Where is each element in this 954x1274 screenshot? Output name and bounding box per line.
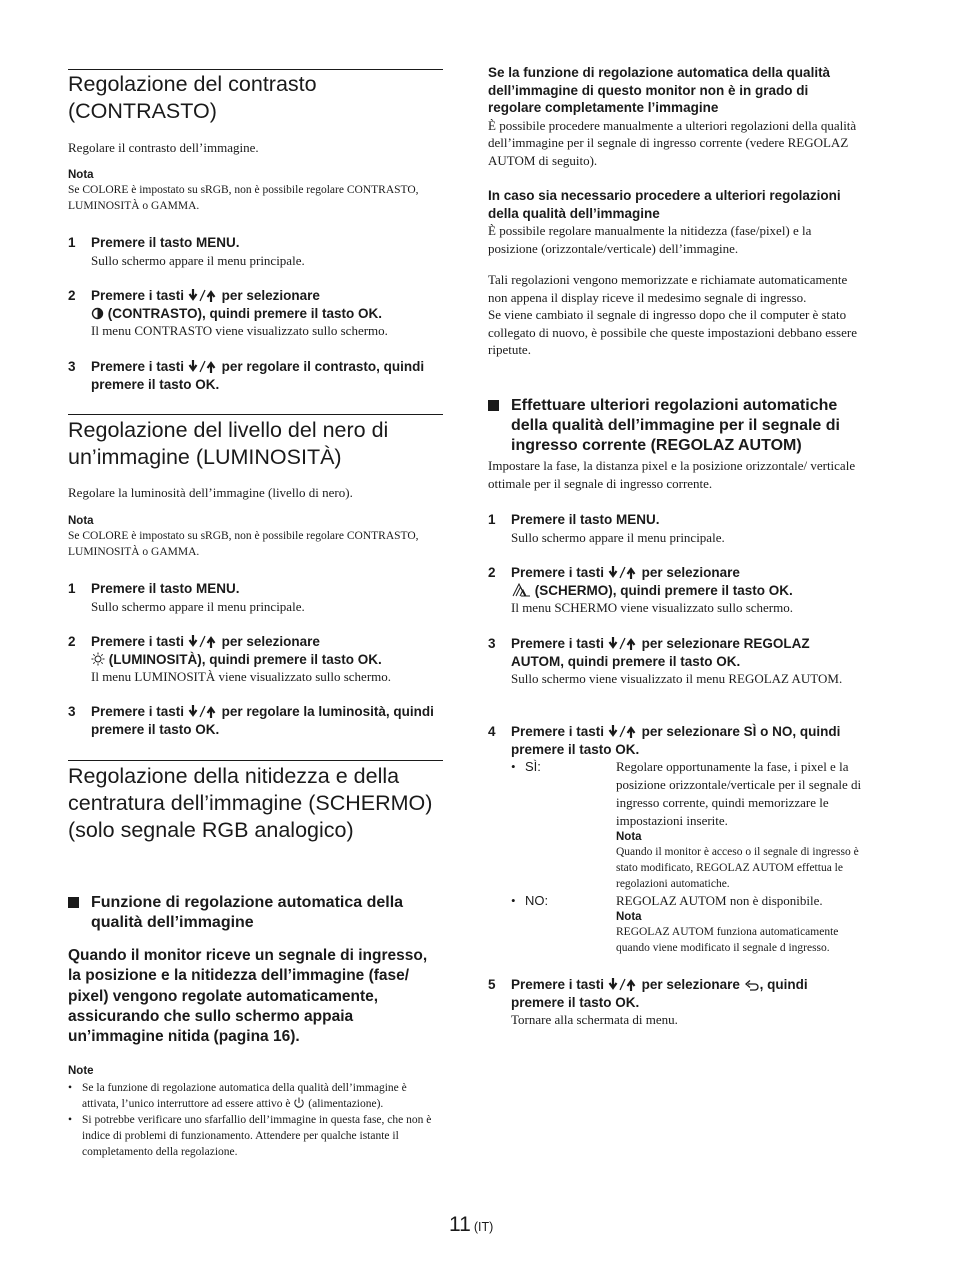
step-number: 1 bbox=[488, 512, 496, 527]
step-result: Sullo schermo appare il menu principale. bbox=[91, 598, 305, 614]
note-text: Si potrebbe verificare uno sfarfallio dell’immagine in questa fase, che non è indice di problemi di funzionamento. Attendere per qualche istante il completamento della regolazione. bbox=[82, 1114, 432, 1158]
nota-block bbox=[68, 168, 443, 214]
step-instruction: per regolare il contrasto, quindi premere il tasto OK. bbox=[91, 359, 425, 392]
section-title: Regolazione della nitidezza e della centratura dell’immagine (SCHERMO) bbox=[68, 764, 433, 816]
down-up-arrows-icon bbox=[188, 289, 218, 302]
paragraph-text: Tali regolazioni vengono memorizzate e richiamate automaticamente non appena il display riceve il medesimo segnale di ingresso. bbox=[488, 272, 848, 305]
step-number: 4 bbox=[488, 724, 496, 739]
note-text: (alimentazione). bbox=[308, 1098, 384, 1110]
step-instruction: per selezionare bbox=[641, 977, 740, 992]
step-number: 2 bbox=[68, 288, 76, 303]
step-instruction: Premere il tasto MENU. bbox=[511, 512, 660, 527]
square-bullet-icon bbox=[68, 897, 79, 908]
section-rule bbox=[68, 760, 443, 761]
contrast-icon bbox=[91, 307, 104, 320]
down-up-arrows-icon bbox=[188, 635, 218, 648]
paragraph-block bbox=[488, 187, 863, 257]
nota-label: Nota bbox=[68, 169, 94, 181]
paragraph-block bbox=[488, 271, 863, 359]
paragraph-heading: In caso sia necessario procedere a ulteriori regolazioni della qualità dell’immagine bbox=[488, 188, 841, 221]
step-3 bbox=[488, 635, 863, 688]
sub-heading bbox=[68, 893, 443, 933]
step-instruction: Premere i tasti bbox=[91, 704, 185, 719]
nota-label: Nota bbox=[68, 515, 94, 527]
power-icon bbox=[293, 1097, 305, 1109]
step-2 bbox=[68, 633, 443, 686]
intro-text: Impostare la fase, la distanza pixel e la posizione orizzontale/ verticale ottimale per il segnale di ingresso corrente. bbox=[488, 458, 856, 491]
step-1 bbox=[68, 580, 443, 616]
step-number: 1 bbox=[68, 581, 76, 596]
note-block bbox=[68, 1064, 443, 1160]
option-si bbox=[511, 758, 863, 892]
step-result: Sullo schermo viene visualizzato il menu REGOLAZ AUTOM. bbox=[511, 671, 843, 687]
step-instruction: Premere i tasti bbox=[91, 359, 185, 374]
option-text: REGOLAZ AUTOM non è disponibile. bbox=[616, 893, 823, 909]
step-instruction: Premere i tasti bbox=[91, 288, 185, 303]
section-title-schermo bbox=[68, 763, 448, 845]
step-instruction: Premere il tasto MENU. bbox=[91, 581, 240, 596]
step-result: Il menu LUMINOSITÀ viene visualizzato sullo schermo. bbox=[91, 669, 392, 685]
nota-label: Nota bbox=[616, 911, 642, 924]
down-up-arrows-icon bbox=[608, 637, 638, 650]
language-code: (IT) bbox=[473, 1220, 494, 1234]
note-text: Se la funzione di regolazione automatica della qualità dell’immagine è attivata, l’unico interruttore ad essere attivo è bbox=[82, 1082, 407, 1110]
paragraph-text: È possibile procedere manualmente a ulteriori regolazioni della qualità dell’immagine per il segnale di ingresso corrente (vedere REGOLAZ AUTOM di seguito). bbox=[488, 117, 857, 168]
step-instruction: Premere i tasti bbox=[511, 636, 605, 651]
step-instruction: , quindi premere il tasto OK. bbox=[511, 977, 808, 1010]
intro-text: Regolare la luminosità dell’immagine (livello di nero). bbox=[68, 485, 353, 500]
step-number: 3 bbox=[488, 636, 496, 651]
sub-heading-text: Funzione di regolazione automatica della qualità dell’immagine bbox=[91, 894, 404, 931]
down-up-arrows-icon bbox=[608, 566, 638, 579]
nota-text: Quando il monitor è acceso o il segnale di ingresso è stato modificato, REGOLAZ AUTOM effettua le regolazioni automatiche. bbox=[616, 846, 859, 891]
nota-text: Se COLORE è impostato su sRGB, non è possibile regolare CONTRASTO, LUMINOSITÀ o GAMMA. bbox=[68, 530, 419, 558]
step-4 bbox=[488, 723, 863, 956]
step-instruction: per selezionare bbox=[641, 565, 740, 580]
step-result: Il menu CONTRASTO viene visualizzato sullo schermo. bbox=[91, 323, 388, 339]
step-result: Il menu SCHERMO viene visualizzato sullo schermo. bbox=[511, 600, 793, 616]
step-instruction: (LUMINOSITÀ), quindi premere il tasto OK. bbox=[108, 651, 382, 667]
step-number: 1 bbox=[68, 235, 76, 250]
section-title-luminosita: Regolazione del livello del nero di un’immagine (LUMINOSITÀ) bbox=[68, 418, 389, 469]
note-item bbox=[68, 1112, 443, 1160]
step-number: 3 bbox=[68, 704, 76, 719]
step-instruction: (CONTRASTO), quindi premere il tasto OK. bbox=[107, 305, 383, 321]
step-instruction: per selezionare bbox=[221, 288, 320, 303]
step-instruction: Premere i tasti bbox=[511, 724, 605, 739]
step-3 bbox=[68, 703, 443, 738]
step-number: 2 bbox=[488, 565, 496, 580]
brightness-sun-icon bbox=[91, 652, 105, 666]
step-instruction: per regolare la luminosità, quindi premere il tasto OK. bbox=[91, 704, 434, 737]
step-3 bbox=[68, 358, 443, 393]
step-number: 5 bbox=[488, 977, 496, 992]
down-up-arrows-icon bbox=[188, 360, 218, 373]
section-rule bbox=[68, 414, 443, 415]
step-2 bbox=[488, 564, 863, 617]
note-item bbox=[68, 1080, 443, 1112]
section-rule bbox=[68, 69, 443, 70]
step-instruction: per selezionare SÌ o NO, quindi premere il tasto OK. bbox=[511, 724, 841, 757]
step-1 bbox=[68, 234, 443, 270]
option-text: Regolare opportunamente la fase, i pixel e la posizione orizzontale/verticale per il segnale di ingresso corrente, quindi memorizzare le impostazioni inserite. bbox=[616, 759, 862, 829]
option-no bbox=[511, 892, 863, 956]
nota-text: REGOLAZ AUTOM funziona automaticamente quando viene modificato il segnale d ingresso. bbox=[616, 926, 839, 955]
option-key: • SÌ: bbox=[525, 759, 541, 775]
nota-text: Se COLORE è impostato su sRGB, non è possibile regolare CONTRASTO, LUMINOSITÀ o GAMMA. bbox=[68, 184, 419, 212]
step-instruction: per selezionare bbox=[221, 634, 320, 649]
down-up-arrows-icon bbox=[608, 725, 638, 738]
step-instruction: per selezionare REGOLAZ AUTOM, quindi premere il tasto OK. bbox=[511, 636, 810, 669]
step-result: Sullo schermo appare il menu principale. bbox=[511, 529, 725, 545]
option-key: • NO: bbox=[525, 893, 549, 909]
step-1 bbox=[488, 511, 863, 547]
step-5 bbox=[488, 976, 863, 1029]
paragraph-text: È possibile regolare manualmente la nitidezza (fase/pixel) e la posizione (orizzontale/verticale) dell’immagine. bbox=[488, 223, 812, 256]
step-instruction: Premere il tasto MENU. bbox=[91, 235, 240, 250]
section-subtitle: (solo segnale RGB analogico) bbox=[68, 818, 354, 843]
step-instruction: Premere i tasti bbox=[511, 977, 605, 992]
intro-text: Regolare il contrasto dell’immagine. bbox=[68, 140, 259, 155]
square-bullet-icon bbox=[488, 400, 499, 411]
step-result: Sullo schermo appare il menu principale. bbox=[91, 252, 305, 268]
step-instruction: (SCHERMO), quindi premere il tasto OK. bbox=[534, 582, 793, 598]
nota-block bbox=[68, 514, 443, 560]
sub-heading bbox=[488, 396, 863, 456]
step-number: 2 bbox=[68, 634, 76, 649]
paragraph-block bbox=[488, 64, 863, 170]
paragraph-heading: Se la funzione di regolazione automatica della qualità dell’immagine di questo monitor non è in grado di regolare completamente l’immagine bbox=[488, 65, 831, 116]
nota-label: Nota bbox=[616, 831, 642, 844]
section-title-contrasto: Regolazione del contrasto (CONTRASTO) bbox=[68, 72, 317, 123]
step-number: 3 bbox=[68, 359, 76, 374]
step-result: Tornare alla schermata di menu. bbox=[511, 1012, 678, 1028]
step-instruction: Premere i tasti bbox=[91, 634, 185, 649]
page-number-value: 11 bbox=[449, 1213, 471, 1236]
down-up-arrows-icon bbox=[188, 705, 218, 718]
lead-paragraph: Quando il monitor riceve un segnale di ingresso, la posizione e la nitidezza dell’immagine (fase/ pixel) vengono regolate automaticamente, assicurando che sullo schermo appaia un’immagine nitida (pagina 16). bbox=[68, 947, 428, 1046]
note-label: Note bbox=[68, 1065, 94, 1077]
paragraph-text: Se viene cambiato il segnale di ingresso dopo che il computer è stato collegato di nuovo, è possibile che queste impostazioni debbano essere ripetute. bbox=[488, 307, 857, 358]
step-instruction: Premere i tasti bbox=[511, 565, 605, 580]
page-number bbox=[449, 1213, 493, 1237]
sub-heading-text: Effettuare ulteriori regolazioni automatiche della qualità dell’immagine per il segnale di ingresso corrente (REGOLAZ AUTOM) bbox=[511, 397, 840, 454]
down-up-arrows-icon bbox=[608, 978, 638, 991]
screen-adjust-icon bbox=[511, 583, 531, 597]
step-2 bbox=[68, 287, 443, 340]
return-arrow-icon bbox=[744, 978, 760, 991]
